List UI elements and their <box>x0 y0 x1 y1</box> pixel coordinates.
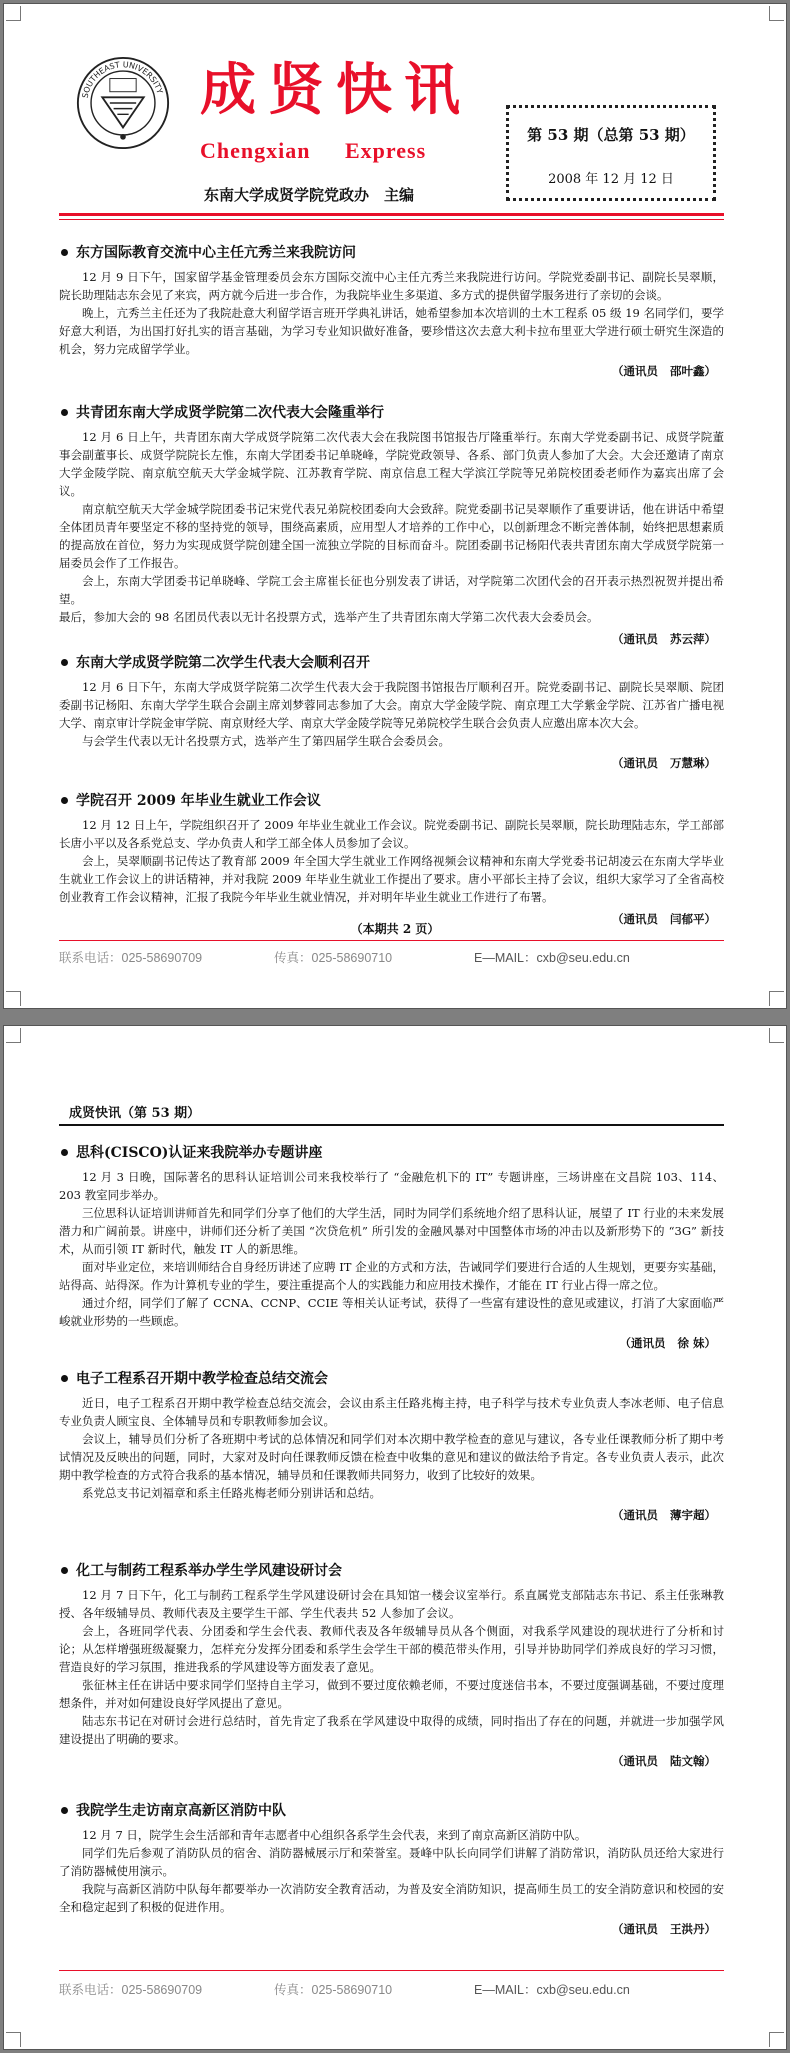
footer-fax: 传真：025-58690710 <box>274 951 393 965</box>
article-paragraph: 通过介绍，同学们了解了 CCNA、CCNP、CCIE 等相关认证考试，获得了一些富有建设性的意见或建议，打消了大家面临严峻就业形势的一些顾虑。 <box>59 1296 724 1328</box>
article-paragraph: 会议上，辅导员们分析了各班期中考试的总体情况和同学们对本次期中教学检查的意见与建议，各专业任课教师分析了期中考试情况及反映出的问题，同时，大家对及时向任课教师反馈在检查中收集的意见和建议的做法给予肯定。各专业负责人表示，此次期中教学检查的方式符合我系的基本情况，辅导员和任课教师共同努力，收到了比较好的效果。 <box>59 1432 724 1482</box>
article-title: 我院学生走访南京高新区消防中队 <box>59 1800 724 1820</box>
bullet-icon <box>61 797 68 804</box>
footer-phone: 联系电话：025-58690709 <box>59 951 203 965</box>
article-byline: （通讯员 王洪丹） <box>612 1922 716 1936</box>
bullet-icon <box>61 1807 68 1814</box>
article-paragraph: 同学们先后参观了消防队员的宿舍、消防器械展示厅和荣誉室。聂峰中队长向同学们讲解了消防常识，消防队员还给大家进行了消防器械使用演示。 <box>59 1846 724 1878</box>
header-divider <box>59 1124 724 1126</box>
seal-lettering: SOUTHEAST UNIVERSITY <box>80 60 165 99</box>
crop-mark <box>769 2032 784 2047</box>
article <box>59 652 724 772</box>
article-paragraph: 会上，吴翠顺副书记传达了教育部 2009 年全国大学生就业工作网络视频会议精神和东南大学党委书记胡凌云在东南大学毕业生就业工作会议上的讲话精神，并对我院 2009 年毕业生就业工作提出了要求。唐小平部长主持了会议，组织大家学习了全省高校创业教育工作会议精神，汇报了我院今年毕业生就业情况，并对明年毕业生就业工作进行了布署。 <box>59 854 724 904</box>
article-paragraph: 12 月 6 日下午，东南大学成贤学院第二次学生代表大会于我院图书馆报告厅顺利召开。院党委副书记、副院长吴翠顺、院团委副书记杨阳、东南大学学生联合会副主席刘梦蓉同志参加了大会。南京大学金陵学院、南京理工大学紫金学院、江苏省广播电视大学、南京审计学院金审学院、南京财经大学、南京大学金陵学院等兄弟院校学生联合会负责人应邀出席本次大会。 <box>59 680 724 730</box>
article <box>59 242 724 380</box>
running-head: 成贤快讯（第 53 期） <box>69 1106 201 1121</box>
issue-box <box>506 105 716 201</box>
crop-mark <box>6 1028 21 1043</box>
issue-date: 2008 年 12 月 12 日 <box>548 172 674 187</box>
article-paragraph: 12 月 6 日上午，共青团东南大学成贤学院第二次代表大会在我院图书馆报告厅隆重举行。东南大学党委副书记、成贤学院董事会副董事长、成贤学院院长左惟，东南大学团委书记单晓峰，学院党政领导、各系、部门负责人参加了大会。大会还邀请了南京大学金陵学院、南京航空航天大学金城学院、江苏教育学院、南京信息工程大学滨江学院等兄弟院校团委老师作为嘉宾出席了会议。 <box>59 430 724 498</box>
article-paragraph: 最后，参加大会的 98 名团员代表以无计名投票方式，选举产生了共青团东南大学第二次代表大会委员会。 <box>59 610 599 624</box>
footer-email: E—MAIL：cxb@seu.edu.cn <box>474 1983 630 1997</box>
footer-fax: 传真：025-58690710 <box>274 1983 393 1997</box>
article-paragraph: 系党总支书记刘福章和系主任路兆梅老师分别讲话和总结。 <box>82 1486 381 1500</box>
page-count: （本期共 2 页） <box>350 922 440 936</box>
footer-divider <box>59 1970 724 1971</box>
article-paragraph: 我院与高新区消防中队每年都要举办一次消防安全教育活动，为普及安全消防知识，提高师生员工的安全消防意识和校园的安全和稳定起到了积极的促进作用。 <box>59 1882 724 1914</box>
article-title: 东方国际教育交流中心主任亢秀兰来我院访问 <box>59 242 724 262</box>
crop-mark <box>6 2032 21 2047</box>
footer-email: E—MAIL：cxb@seu.edu.cn <box>474 951 630 965</box>
article <box>59 1142 724 1352</box>
article-byline: （通讯员 万慧琳） <box>612 756 716 770</box>
article-paragraph: 12 月 9 日下午，国家留学基金管理委员会东方国际交流中心主任亢秀兰来我院进行访问。学院党委副书记、副院长吴翠顺，院长助理陆志东会见了来宾，两方就今后进一步合作，为我院毕业生多渠道、多方式的提供留学服务进行了亲切的会谈。 <box>59 270 724 302</box>
footer-phone: 联系电话：025-58690709 <box>59 1983 203 1997</box>
article-paragraph: 南京航空航天大学金城学院团委书记宋党代表兄弟院校团委向大会致辞。院党委副书记吴翠顺作了重要讲话，他在讲话中希望全体团员青年要坚定不移的坚持党的领导，围绕高素质，应用型人才培养的工作中心，以创新理念不断完善体制，始终把思想素质的提高放在首位，努力为实现成贤学院创建全国一流独立学院的目标而奋斗。院团委副书记杨阳代表共青团东南大学成贤学院第一届委员会作了工作报告。 <box>59 502 724 570</box>
article-title: 东南大学成贤学院第二次学生代表大会顺利召开 <box>59 652 724 672</box>
bullet-icon <box>61 249 68 256</box>
footer-divider <box>59 940 724 941</box>
masthead-divider-thin <box>59 219 724 220</box>
article-byline: （通讯员 薄宇超） <box>612 1508 716 1522</box>
crop-mark <box>6 991 21 1006</box>
article-paragraph: 12 月 12 日上午，学院组织召开了 2009 年毕业生就业工作会议。院党委副书记、副院长吴翠顺，院长助理陆志东，学工部部长唐小平以及各系党总支、学办负责人和学工部全体人员参加了会议。 <box>59 818 724 850</box>
bullet-icon <box>61 1567 68 1574</box>
article-byline: （通讯员 苏云萍） <box>612 632 716 646</box>
article-title: 共青团东南大学成贤学院第二次代表大会隆重举行 <box>59 402 724 422</box>
article-byline: （通讯员 邵叶鑫） <box>612 364 716 378</box>
article-paragraph: 会上，各班同学代表、分团委和学生会代表、教师代表及各年级辅导员从各个侧面，对我系学风建设的现状进行了分析和讨论；从怎样增强班级凝聚力，怎样充分发挥分团委和系学生会学生干部的模范带头作用，引导并协助同学们养成良好的学习习惯，营造良好的学习氛围，推进我系的学风建设等方面发表了意见。 <box>59 1624 724 1674</box>
crop-mark <box>769 991 784 1006</box>
article-byline: （通讯员 闫郁平） <box>612 912 716 926</box>
bullet-icon <box>61 1375 68 1382</box>
article-title: 思科(CISCO)认证来我院举办专题讲座 <box>59 1142 724 1162</box>
crop-mark <box>769 6 784 21</box>
crop-mark <box>6 6 21 21</box>
issue-number: 第 53 期（总第 53 期） <box>527 126 695 144</box>
article-paragraph: 12 月 7 日下午，化工与制药工程系学生学风建设研讨会在具知馆一楼会议室举行。系直属党支部陆志东书记、系主任张琳教授、各年级辅导员、教师代表及主要学生干部、学生代表共 52 人参加了会议。 <box>59 1588 724 1620</box>
masthead-divider <box>59 213 724 216</box>
article-paragraph: 面对毕业定位，来培训师结合自身经历讲述了应聘 IT 企业的方式和方法，告诫同学们要进行合适的人生规划，更要夯实基础，站得高、站得深。作为计算机专业的学生，要注重提高个人的实践能力和应用技术操作，才能在 IT 行业占得一席之位。 <box>59 1260 724 1292</box>
article-paragraph: 三位思科认证培训讲师首先和同学们分享了他们的大学生活，同时为同学们系统地介绍了思科认证，展望了 IT 行业的未来发展潜力和广阔前景。讲座中，讲师们还分析了美国 “次贷危机” 所引发的金融风暴对中国整体市场的冲击以及新形势下的 “3G” 新技术，从而引领 IT 新时代，触发 IT 人的新思维。 <box>59 1206 724 1256</box>
article <box>59 790 724 928</box>
article-paragraph: 会上，东南大学团委书记单晓峰、学院工会主席崔长征也分别发表了讲话，对学院第二次团代会的召开表示热烈祝贺并提出希望。 <box>59 574 724 606</box>
article <box>59 1368 724 1524</box>
bullet-icon <box>61 659 68 666</box>
article-byline: （通讯员 陆文翰） <box>612 1754 716 1768</box>
newsletter-page-1 <box>4 4 786 1008</box>
article-paragraph: 陆志东书记在对研讨会进行总结时，首先肯定了我系在学风建设中取得的成绩，同时指出了存在的问题，并就进一步加强学风建设提出了明确的要求。 <box>59 1714 724 1746</box>
article-title: 化工与制药工程系举办学生学风建设研讨会 <box>59 1560 724 1580</box>
article <box>59 1800 724 1938</box>
article-paragraph: 晚上，亢秀兰主任还为了我院赴意大利留学语言班开学典礼讲话，她希望参加本次培训的土木工程系 05 级 19 名同学们，要学好意大利语，为出国打好扎实的语言基础，为学习专业知识做好准备，要珍惜这次去意大利卡拉布里亚大学进行硕士研究生深造的机会，努力完成留学学业。 <box>59 306 724 356</box>
crop-mark <box>769 1028 784 1043</box>
article-byline: （通讯员 徐 妹） <box>619 1336 716 1350</box>
article <box>59 402 724 648</box>
newsletter-title: 成贤快讯 <box>200 57 472 123</box>
university-seal-logo <box>76 56 170 150</box>
article-paragraph: 12 月 7 日，院学生会生活部和青年志愿者中心组织各系学生会代表，来到了南京高新区消防中队。 <box>82 1828 587 1842</box>
article-title: 电子工程系召开期中教学检查总结交流会 <box>59 1368 724 1388</box>
article-paragraph: 张征林主任在讲话中要求同学们坚持自主学习，做到不要过度依赖老师，不要过度迷信书本，不要过度强调基础，不要过度理想条件，并对如何建设良好学风提出了意见。 <box>59 1678 724 1710</box>
newsletter-subtitle: Chengxian Express <box>200 138 427 163</box>
bullet-icon <box>61 1149 68 1156</box>
bullet-icon <box>61 409 68 416</box>
article-paragraph: 与会学生代表以无计名投票方式，选举产生了第四届学生联合会委员会。 <box>82 734 450 748</box>
article-title: 学院召开 2009 年毕业生就业工作会议 <box>59 790 724 810</box>
editor-line: 东南大学成贤学院党政办 主编 <box>204 186 415 204</box>
article-paragraph: 12 月 3 日晚，国际著名的思科认证培训公司来我校举行了 “金融危机下的 IT” 专题讲座，三场讲座在文昌院 103、114、203 教室同步举办。 <box>59 1170 724 1202</box>
newsletter-page-2 <box>4 1026 786 2049</box>
article <box>59 1560 724 1770</box>
article-paragraph: 近日，电子工程系召开期中教学检查总结交流会，会议由系主任路兆梅主持，电子科学与技术专业负责人李冰老师、电子信息专业负责人顾宝良、全体辅导员和专职教师参加会议。 <box>59 1396 724 1428</box>
